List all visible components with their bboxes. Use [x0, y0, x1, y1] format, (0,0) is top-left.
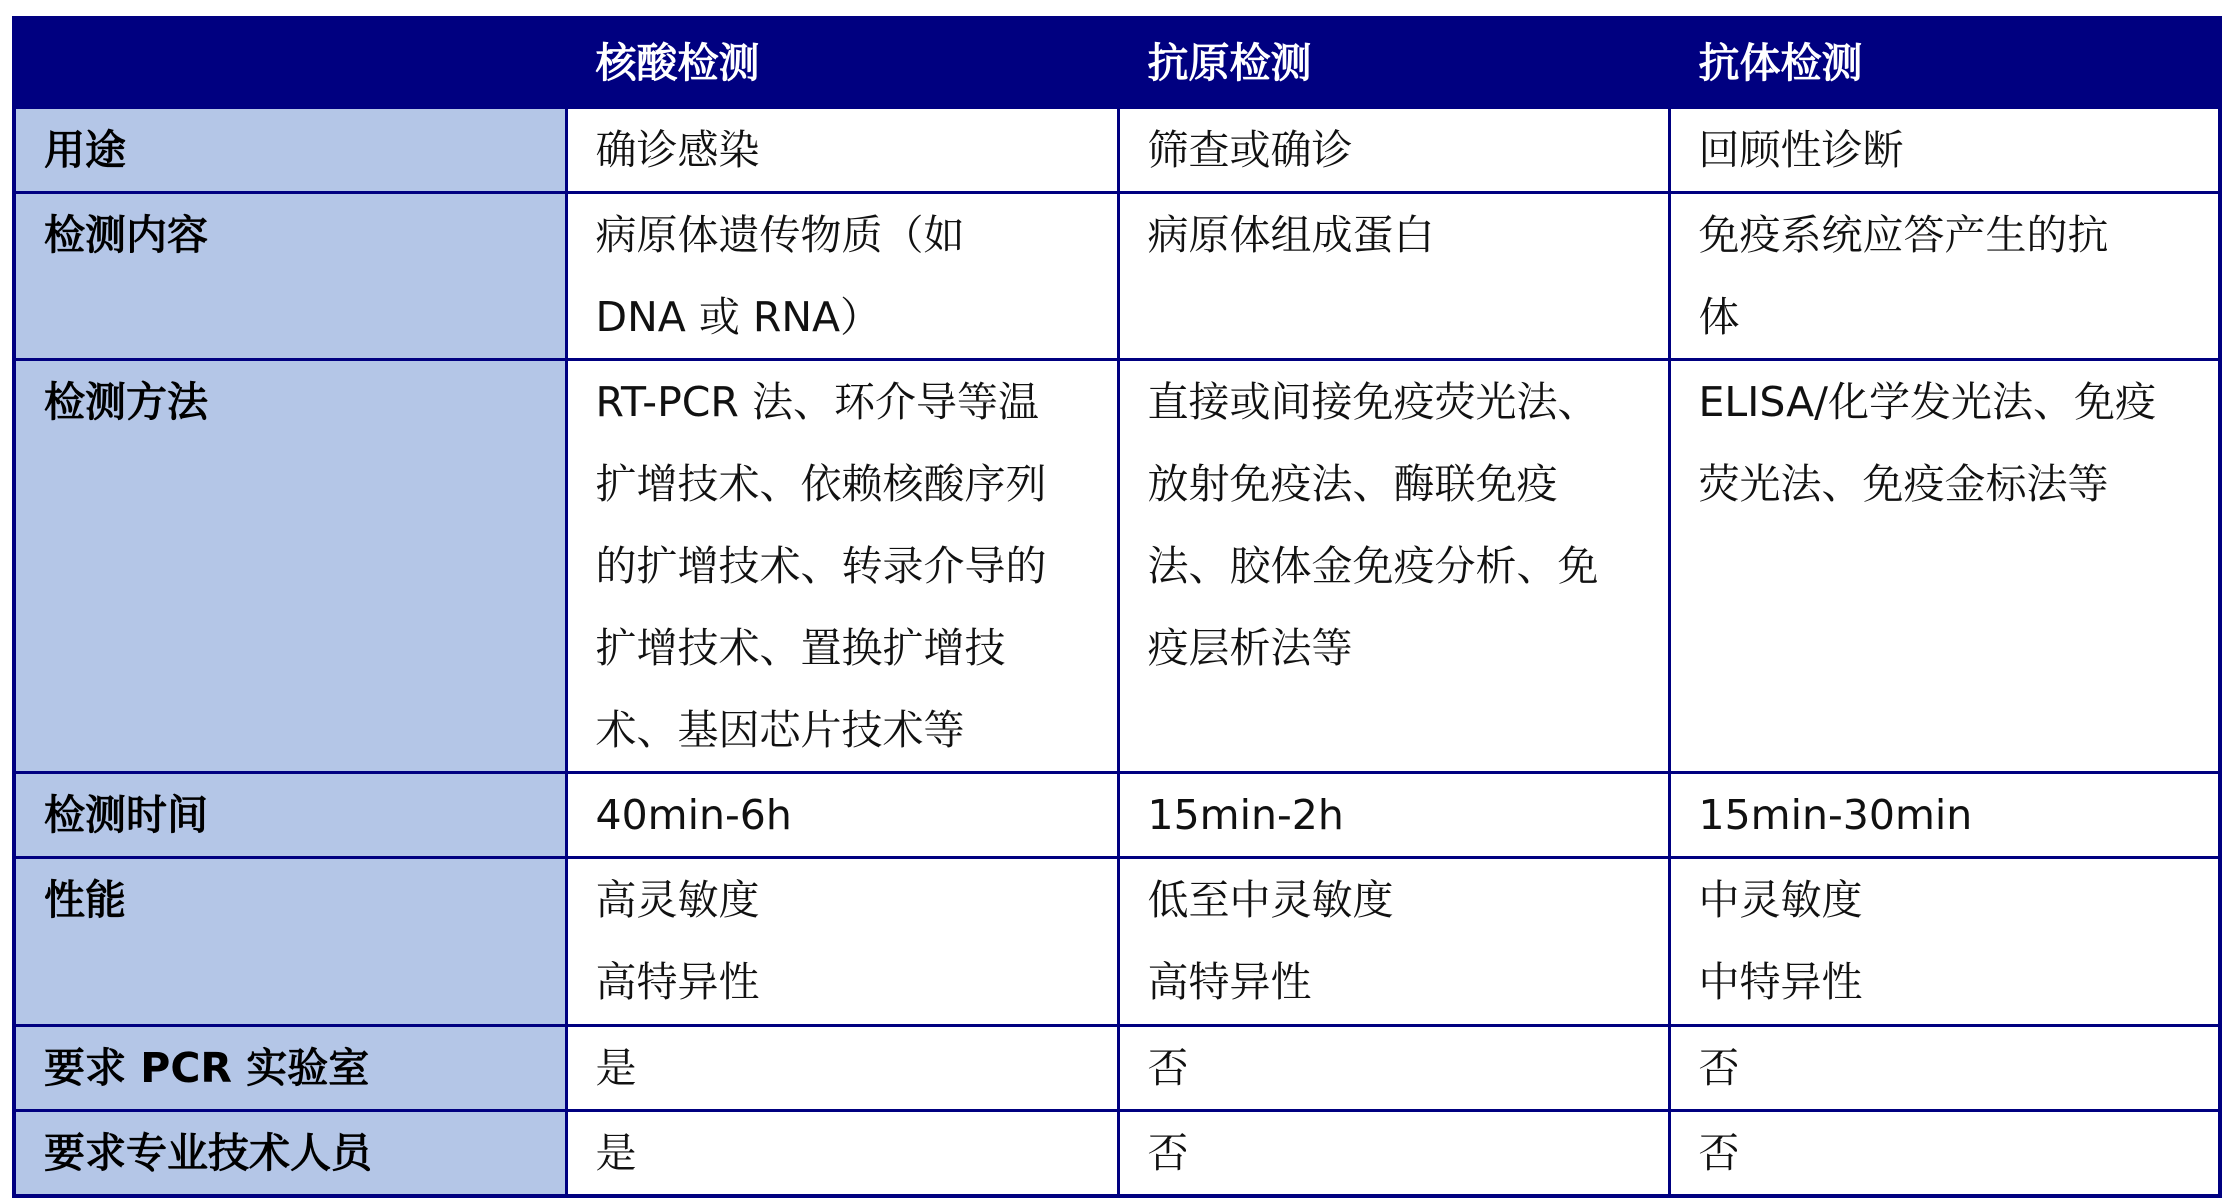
table-cell [566, 858, 1118, 1026]
cell-text: 否 [1698, 1044, 1740, 1092]
cell-text: 直接或间接免疫荧光法、 放射免疫法、酶联免疫 法、胶体金免疫分析、免 疫层析法等 [1147, 378, 1599, 672]
header-antibody-test: 抗体检测 [1669, 18, 2220, 108]
cell-text: 高灵敏度 高特异性 [595, 876, 760, 1006]
row-label: 检测时间 [14, 773, 566, 858]
cell-text: 免疫系统应答产生的抗 体 [1698, 211, 2109, 341]
table-cell [1669, 360, 2220, 773]
table-cell [1669, 193, 2220, 360]
cell-text: 否 [1147, 1129, 1189, 1177]
cell-text: RT-PCR 法、环介导等温 扩增技术、依赖核酸序列 的扩增技术、转录介导的 扩增技术、置换扩增技 术、基因芯片技术等 [595, 378, 1047, 754]
row-label: 用途 [14, 108, 566, 193]
table-cell [566, 1026, 1118, 1111]
cell-text: 15min-2h [1147, 791, 1344, 839]
cell-text: 是 [595, 1044, 637, 1092]
row-label: 检测内容 [14, 193, 566, 360]
table-cell [1118, 773, 1669, 858]
table-cell [1669, 1111, 2220, 1197]
cell-text: 15min-30min [1698, 791, 1973, 839]
cell-text: 筛查或确诊 [1147, 126, 1353, 174]
comparison-table [12, 16, 2222, 1198]
cell-text: 否 [1698, 1129, 1740, 1177]
cell-text: 回顾性诊断 [1698, 126, 1904, 174]
cell-text: 否 [1147, 1044, 1189, 1092]
cell-text: 确诊感染 [595, 126, 760, 174]
row-purpose [14, 108, 2220, 193]
table-cell [566, 1111, 1118, 1197]
cell-text: 40min-6h [595, 791, 792, 839]
table-cell [566, 360, 1118, 773]
table-cell [1118, 858, 1669, 1026]
table-cell [1669, 108, 2220, 193]
table-cell [1118, 360, 1669, 773]
table-cell [566, 193, 1118, 360]
cell-text: 是 [595, 1129, 637, 1177]
row-label: 检测方法 [14, 360, 566, 773]
row-technician [14, 1111, 2220, 1197]
cell-text: ELISA/化学发光法、免疫 荧光法、免疫金标法等 [1698, 378, 2156, 508]
header-row [14, 18, 2220, 108]
table-cell [1118, 193, 1669, 360]
table-cell [1669, 858, 2220, 1026]
row-label: 性能 [14, 858, 566, 1026]
row-pcr-lab [14, 1026, 2220, 1111]
table-cell [1669, 773, 2220, 858]
table-cell [566, 108, 1118, 193]
table-cell [566, 773, 1118, 858]
row-label: 要求专业技术人员 [14, 1111, 566, 1197]
cell-text: 病原体组成蛋白 [1147, 211, 1435, 259]
table-cell [1118, 108, 1669, 193]
cell-text: 病原体遗传物质（如 DNA 或 RNA） [595, 211, 965, 341]
header-corner [14, 18, 566, 108]
cell-text: 中灵敏度 中特异性 [1698, 876, 1863, 1006]
row-content [14, 193, 2220, 360]
table-cell [1669, 1026, 2220, 1111]
cell-text: 低至中灵敏度 高特异性 [1147, 876, 1394, 1006]
table-cell [1118, 1111, 1669, 1197]
row-label: 要求 PCR 实验室 [14, 1026, 566, 1111]
header-nucleic-acid-test: 核酸检测 [566, 18, 1118, 108]
header-antigen-test: 抗原检测 [1118, 18, 1669, 108]
row-method [14, 360, 2220, 773]
row-performance [14, 858, 2220, 1026]
table-cell [1118, 1026, 1669, 1111]
row-time [14, 773, 2220, 858]
